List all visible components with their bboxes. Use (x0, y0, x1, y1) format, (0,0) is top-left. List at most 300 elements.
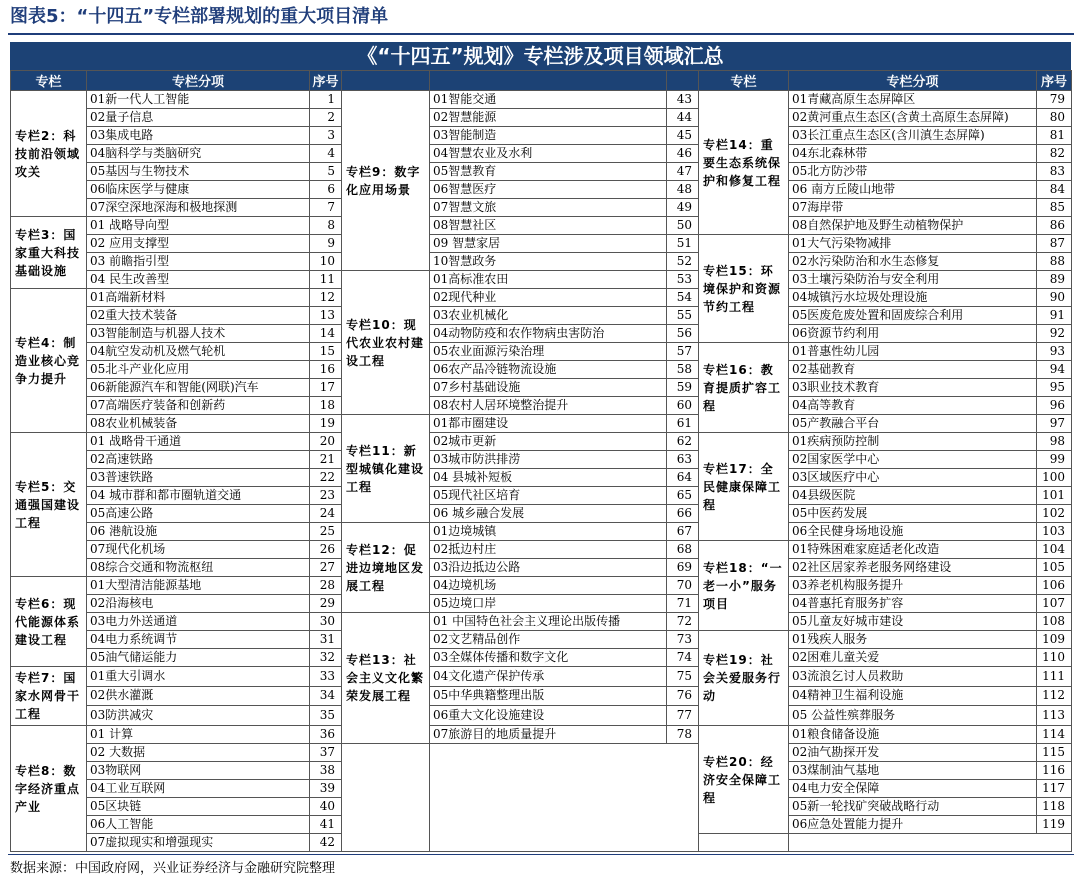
item-name: 04 城市群和都市圈轨道交通 (87, 487, 310, 505)
item-number: 16 (310, 361, 342, 379)
item-number: 35 (310, 706, 342, 726)
table-row (11, 325, 1072, 343)
item-name: 07虚拟现实和增强现实 (87, 834, 310, 852)
table-row (11, 91, 1072, 109)
item-number: 99 (1037, 451, 1072, 469)
item-number: 19 (310, 415, 342, 433)
item-name: 02现代种业 (430, 289, 667, 307)
table-row (11, 127, 1072, 145)
item-name: 02困难儿童关爱 (789, 649, 1037, 667)
item-name: 04工业互联网 (87, 780, 310, 798)
item-number: 45 (667, 127, 699, 145)
table-row (11, 199, 1072, 217)
item-number: 116 (1037, 762, 1072, 780)
item-number: 57 (667, 343, 699, 361)
column-category: 专栏16：教育提质扩容工程 (699, 343, 789, 433)
item-number: 103 (1037, 523, 1072, 541)
item-number: 50 (667, 217, 699, 235)
item-name: 04 县城补短板 (430, 469, 667, 487)
item-number: 113 (1037, 706, 1072, 726)
item-name: 03集成电路 (87, 127, 310, 145)
item-number: 38 (310, 762, 342, 780)
column-category: 专栏20：经济安全保障工程 (699, 726, 789, 834)
item-name: 05区块链 (87, 798, 310, 816)
item-name: 03防洪减灾 (87, 706, 310, 726)
item-name: 01边境城镇 (430, 523, 667, 541)
item-name: 03长江重点生态区(含川滇生态屏障) (789, 127, 1037, 145)
item-number: 106 (1037, 577, 1072, 595)
item-name: 06重大文化设施建设 (430, 706, 667, 726)
item-name: 01重大引调水 (87, 667, 310, 687)
item-name: 02城市更新 (430, 433, 667, 451)
table-row (11, 217, 1072, 235)
item-number: 72 (667, 613, 699, 631)
item-name: 01高端新材料 (87, 289, 310, 307)
empty-cell (342, 744, 430, 852)
item-name: 04边境机场 (430, 577, 667, 595)
item-number: 2 (310, 109, 342, 127)
item-name: 01智能交通 (430, 91, 667, 109)
empty-cell (430, 744, 699, 852)
item-name: 05高速公路 (87, 505, 310, 523)
item-name: 03全媒体传播和数字文化 (430, 649, 667, 667)
item-number: 90 (1037, 289, 1072, 307)
item-number: 54 (667, 289, 699, 307)
item-number: 89 (1037, 271, 1072, 289)
header-column (342, 71, 430, 91)
column-category: 专栏5：交通强国建设工程 (11, 433, 87, 577)
item-name: 01大气污染物减排 (789, 235, 1037, 253)
item-name: 06 南方丘陵山地带 (789, 181, 1037, 199)
item-name: 04东北森林带 (789, 145, 1037, 163)
item-name: 03区域医疗中心 (789, 469, 1037, 487)
item-number: 95 (1037, 379, 1072, 397)
item-name: 06全民健身场地设施 (789, 523, 1037, 541)
item-number: 13 (310, 307, 342, 325)
item-number: 101 (1037, 487, 1072, 505)
item-name: 03物联网 (87, 762, 310, 780)
item-name: 02沿海核电 (87, 595, 310, 613)
table-body (11, 91, 1072, 852)
item-name: 03智能制造与机器人技术 (87, 325, 310, 343)
table-row (11, 559, 1072, 577)
item-number: 115 (1037, 744, 1072, 762)
header-number: 序号 (310, 71, 342, 91)
item-name: 04城镇污水垃圾处理设施 (789, 289, 1037, 307)
item-number: 110 (1037, 649, 1072, 667)
project-table (10, 70, 1072, 852)
item-name: 02社区居家养老服务网络建设 (789, 559, 1037, 577)
item-number: 10 (310, 253, 342, 271)
item-name: 05新一轮找矿突破战略行动 (789, 798, 1037, 816)
item-number: 66 (667, 505, 699, 523)
item-number: 87 (1037, 235, 1072, 253)
table-row (11, 595, 1072, 613)
item-number: 98 (1037, 433, 1072, 451)
item-name: 05现代社区培育 (430, 487, 667, 505)
item-number: 112 (1037, 686, 1072, 706)
item-number: 27 (310, 559, 342, 577)
item-number: 20 (310, 433, 342, 451)
item-number: 25 (310, 523, 342, 541)
item-name: 01 战略导向型 (87, 217, 310, 235)
item-number: 62 (667, 433, 699, 451)
item-number: 49 (667, 199, 699, 217)
item-name: 03农业机械化 (430, 307, 667, 325)
item-number: 105 (1037, 559, 1072, 577)
item-number: 68 (667, 541, 699, 559)
item-name: 05医废危废处置和固废综合利用 (789, 307, 1037, 325)
item-name: 08农业机械装备 (87, 415, 310, 433)
item-number: 21 (310, 451, 342, 469)
item-name: 04电力安全保障 (789, 780, 1037, 798)
item-number: 36 (310, 726, 342, 744)
item-number: 58 (667, 361, 699, 379)
item-number: 30 (310, 613, 342, 631)
table-row (11, 577, 1072, 595)
item-name: 07旅游目的地质量提升 (430, 726, 667, 744)
item-number: 11 (310, 271, 342, 289)
item-number: 109 (1037, 631, 1072, 649)
item-name: 03职业技术教育 (789, 379, 1037, 397)
item-number: 96 (1037, 397, 1072, 415)
table-row (11, 397, 1072, 415)
item-name: 02水污染防治和水生态修复 (789, 253, 1037, 271)
item-number: 29 (310, 595, 342, 613)
table-row (11, 181, 1072, 199)
item-number: 107 (1037, 595, 1072, 613)
table-row (11, 631, 1072, 649)
table-row (11, 289, 1072, 307)
item-number: 53 (667, 271, 699, 289)
item-number: 93 (1037, 343, 1072, 361)
item-number: 15 (310, 343, 342, 361)
item-name: 05产教融合平台 (789, 415, 1037, 433)
table-row (11, 415, 1072, 433)
item-name: 04县级医院 (789, 487, 1037, 505)
item-name: 01 中国特色社会主义理论出版传播 (430, 613, 667, 631)
item-number: 22 (310, 469, 342, 487)
item-name: 06智慧医疗 (430, 181, 667, 199)
item-number: 31 (310, 631, 342, 649)
item-name: 06临床医学与健康 (87, 181, 310, 199)
column-category: 专栏2：科技前沿领域攻关 (11, 91, 87, 217)
item-name: 03土壤污染防治与安全利用 (789, 271, 1037, 289)
column-category: 专栏7：国家水网骨干工程 (11, 667, 87, 726)
item-number: 114 (1037, 726, 1072, 744)
item-name: 01疾病预防控制 (789, 433, 1037, 451)
column-category: 专栏12：促进边境地区发展工程 (342, 523, 430, 613)
item-number: 4 (310, 145, 342, 163)
item-name: 01新一代人工智能 (87, 91, 310, 109)
item-name: 06人工智能 (87, 816, 310, 834)
table-row (11, 163, 1072, 181)
header-column: 专栏 (11, 71, 87, 91)
item-name: 02供水灌溉 (87, 686, 310, 706)
item-number: 3 (310, 127, 342, 145)
table-row (11, 541, 1072, 559)
item-number: 59 (667, 379, 699, 397)
item-number: 46 (667, 145, 699, 163)
item-number: 43 (667, 91, 699, 109)
item-name: 05智慧教育 (430, 163, 667, 181)
item-number: 88 (1037, 253, 1072, 271)
table-row (11, 744, 1072, 762)
item-name: 02文艺精品创作 (430, 631, 667, 649)
item-number: 118 (1037, 798, 1072, 816)
item-name: 04文化遗产保护传承 (430, 667, 667, 687)
item-name: 02重大技术装备 (87, 307, 310, 325)
item-name: 07现代化机场 (87, 541, 310, 559)
header-row (11, 71, 1072, 91)
item-name: 04脑科学与类脑研究 (87, 145, 310, 163)
item-name: 06 城乡融合发展 (430, 505, 667, 523)
table-row (11, 505, 1072, 523)
header-item (430, 71, 667, 91)
column-category: 专栏6：现代能源体系建设工程 (11, 577, 87, 667)
column-category: 专栏8：数字经济重点产业 (11, 726, 87, 852)
item-name: 05油气储运能力 (87, 649, 310, 667)
item-name: 09 智慧家居 (430, 235, 667, 253)
source-note: 数据来源：中国政府网，兴业证券经济与金融研究院整理 (10, 861, 336, 876)
item-name: 06新能源汽车和智能(网联)汽车 (87, 379, 310, 397)
item-number: 6 (310, 181, 342, 199)
column-category: 专栏15：环境保护和资源节约工程 (699, 235, 789, 343)
item-number: 63 (667, 451, 699, 469)
column-category: 专栏14：重要生态系统保护和修复工程 (699, 91, 789, 235)
item-name: 03普速铁路 (87, 469, 310, 487)
item-name: 06资源节约利用 (789, 325, 1037, 343)
table-row (11, 469, 1072, 487)
column-category: 专栏13：社会主义文化繁荣发展工程 (342, 613, 430, 744)
item-number: 91 (1037, 307, 1072, 325)
header-number (667, 71, 699, 91)
item-name: 02基础教育 (789, 361, 1037, 379)
empty-cell (699, 834, 789, 852)
item-number: 117 (1037, 780, 1072, 798)
item-name: 05中华典籍整理出版 (430, 686, 667, 706)
item-number: 74 (667, 649, 699, 667)
item-name: 05北方防沙带 (789, 163, 1037, 181)
item-number: 44 (667, 109, 699, 127)
item-number: 12 (310, 289, 342, 307)
item-name: 01 战略骨干通道 (87, 433, 310, 451)
header-item: 专栏分项 (789, 71, 1037, 91)
item-name: 05儿童友好城市建设 (789, 613, 1037, 631)
column-category: 专栏17：全民健康保障工程 (699, 433, 789, 541)
item-number: 86 (1037, 217, 1072, 235)
item-number: 77 (667, 706, 699, 726)
item-name: 03沿边抵边公路 (430, 559, 667, 577)
item-number: 75 (667, 667, 699, 687)
item-name: 05北斗产业化应用 (87, 361, 310, 379)
item-name: 01青藏高原生态屏障区 (789, 91, 1037, 109)
item-name: 07海岸带 (789, 199, 1037, 217)
item-number: 34 (310, 686, 342, 706)
item-number: 83 (1037, 163, 1072, 181)
item-number: 40 (310, 798, 342, 816)
item-number: 23 (310, 487, 342, 505)
header-number: 序号 (1037, 71, 1072, 91)
empty-cell (789, 834, 1072, 852)
table-row (11, 379, 1072, 397)
item-name: 03流浪乞讨人员救助 (789, 667, 1037, 687)
item-name: 07乡村基础设施 (430, 379, 667, 397)
item-name: 02高速铁路 (87, 451, 310, 469)
item-name: 03养老机构服务提升 (789, 577, 1037, 595)
item-number: 69 (667, 559, 699, 577)
item-number: 119 (1037, 816, 1072, 834)
table-row (11, 433, 1072, 451)
item-number: 14 (310, 325, 342, 343)
item-name: 05边境口岸 (430, 595, 667, 613)
column-category: 专栏18：“一老一小”服务项目 (699, 541, 789, 631)
item-name: 01残疾人服务 (789, 631, 1037, 649)
item-number: 94 (1037, 361, 1072, 379)
item-number: 81 (1037, 127, 1072, 145)
item-name: 08农村人居环境整治提升 (430, 397, 667, 415)
item-name: 02量子信息 (87, 109, 310, 127)
item-number: 65 (667, 487, 699, 505)
item-name: 08综合交通和物流枢纽 (87, 559, 310, 577)
item-number: 84 (1037, 181, 1072, 199)
table-row (11, 271, 1072, 289)
item-name: 04高等教育 (789, 397, 1037, 415)
item-name: 02智慧能源 (430, 109, 667, 127)
item-number: 67 (667, 523, 699, 541)
item-number: 104 (1037, 541, 1072, 559)
item-number: 42 (310, 834, 342, 852)
table-title: 《“十四五”规划》专栏涉及项目领域汇总 (10, 42, 1071, 70)
item-number: 92 (1037, 325, 1072, 343)
item-name: 04智慧农业及水利 (430, 145, 667, 163)
table-row (11, 686, 1072, 706)
header-item: 专栏分项 (87, 71, 310, 91)
item-number: 78 (667, 726, 699, 744)
item-number: 28 (310, 577, 342, 595)
item-name: 08自然保护地及野生动植物保护 (789, 217, 1037, 235)
item-number: 97 (1037, 415, 1072, 433)
item-number: 5 (310, 163, 342, 181)
item-number: 17 (310, 379, 342, 397)
item-number: 41 (310, 816, 342, 834)
item-name: 05 公益性殡葬服务 (789, 706, 1037, 726)
item-name: 02国家医学中心 (789, 451, 1037, 469)
item-number: 102 (1037, 505, 1072, 523)
item-number: 56 (667, 325, 699, 343)
item-name: 05基因与生物技术 (87, 163, 310, 181)
item-name: 03城市防洪排涝 (430, 451, 667, 469)
table-row (11, 451, 1072, 469)
column-category: 专栏3：国家重大科技基础设施 (11, 217, 87, 289)
item-name: 06 港航设施 (87, 523, 310, 541)
table-row (11, 726, 1072, 744)
item-number: 1 (310, 91, 342, 109)
item-number: 18 (310, 397, 342, 415)
table-row (11, 361, 1072, 379)
item-name: 02 应用支撑型 (87, 235, 310, 253)
item-number: 70 (667, 577, 699, 595)
item-name: 08智慧社区 (430, 217, 667, 235)
item-number: 73 (667, 631, 699, 649)
item-name: 04航空发动机及燃气轮机 (87, 343, 310, 361)
item-name: 02黄河重点生态区(含黄土高原生态屏障) (789, 109, 1037, 127)
table-row (11, 667, 1072, 687)
item-name: 01特殊困难家庭适老化改造 (789, 541, 1037, 559)
item-number: 60 (667, 397, 699, 415)
item-number: 48 (667, 181, 699, 199)
item-number: 9 (310, 235, 342, 253)
item-number: 26 (310, 541, 342, 559)
title-rule (8, 33, 1074, 35)
column-category: 专栏9：数字化应用场景 (342, 91, 430, 271)
item-number: 8 (310, 217, 342, 235)
item-name: 04 民生改善型 (87, 271, 310, 289)
item-name: 07智慧文旅 (430, 199, 667, 217)
table-row (11, 253, 1072, 271)
item-number: 64 (667, 469, 699, 487)
item-name: 01都市圈建设 (430, 415, 667, 433)
item-name: 01 计算 (87, 726, 310, 744)
item-number: 55 (667, 307, 699, 325)
item-number: 82 (1037, 145, 1072, 163)
item-name: 03 前瞻指引型 (87, 253, 310, 271)
item-name: 06应急处置能力提升 (789, 816, 1037, 834)
table-row (11, 307, 1072, 325)
column-category: 专栏11：新型城镇化建设工程 (342, 415, 430, 523)
item-number: 61 (667, 415, 699, 433)
item-number: 52 (667, 253, 699, 271)
item-name: 03电力外送通道 (87, 613, 310, 631)
item-name: 01普惠性幼儿园 (789, 343, 1037, 361)
item-number: 76 (667, 686, 699, 706)
item-name: 06农产品冷链物流设施 (430, 361, 667, 379)
column-category: 专栏19：社会关爱服务行动 (699, 631, 789, 726)
figure-title: 图表5：“十四五”专栏部署规划的重大项目清单 (10, 6, 389, 27)
item-number: 32 (310, 649, 342, 667)
item-number: 47 (667, 163, 699, 181)
item-name: 04电力系统调节 (87, 631, 310, 649)
table-row (11, 487, 1072, 505)
item-number: 80 (1037, 109, 1072, 127)
table-row (11, 613, 1072, 631)
item-number: 51 (667, 235, 699, 253)
item-name: 07高端医疗装备和创新药 (87, 397, 310, 415)
item-name: 10智慧政务 (430, 253, 667, 271)
item-number: 7 (310, 199, 342, 217)
item-name: 04动物防疫和农作物病虫害防治 (430, 325, 667, 343)
column-category: 专栏4：制造业核心竞争力提升 (11, 289, 87, 433)
table-row (11, 706, 1072, 726)
item-name: 03智能制造 (430, 127, 667, 145)
item-number: 33 (310, 667, 342, 687)
item-name: 04普惠托育服务扩容 (789, 595, 1037, 613)
item-name: 03煤制油气基地 (789, 762, 1037, 780)
item-number: 100 (1037, 469, 1072, 487)
header-column: 专栏 (699, 71, 789, 91)
item-name: 04精神卫生福利设施 (789, 686, 1037, 706)
table-row (11, 343, 1072, 361)
item-number: 111 (1037, 667, 1072, 687)
table-row (11, 109, 1072, 127)
item-name: 01大型清洁能源基地 (87, 577, 310, 595)
item-name: 02 大数据 (87, 744, 310, 762)
column-category: 专栏10：现代农业农村建设工程 (342, 271, 430, 415)
item-name: 02油气勘探开发 (789, 744, 1037, 762)
item-name: 01粮食储备设施 (789, 726, 1037, 744)
table-row (11, 649, 1072, 667)
item-number: 39 (310, 780, 342, 798)
